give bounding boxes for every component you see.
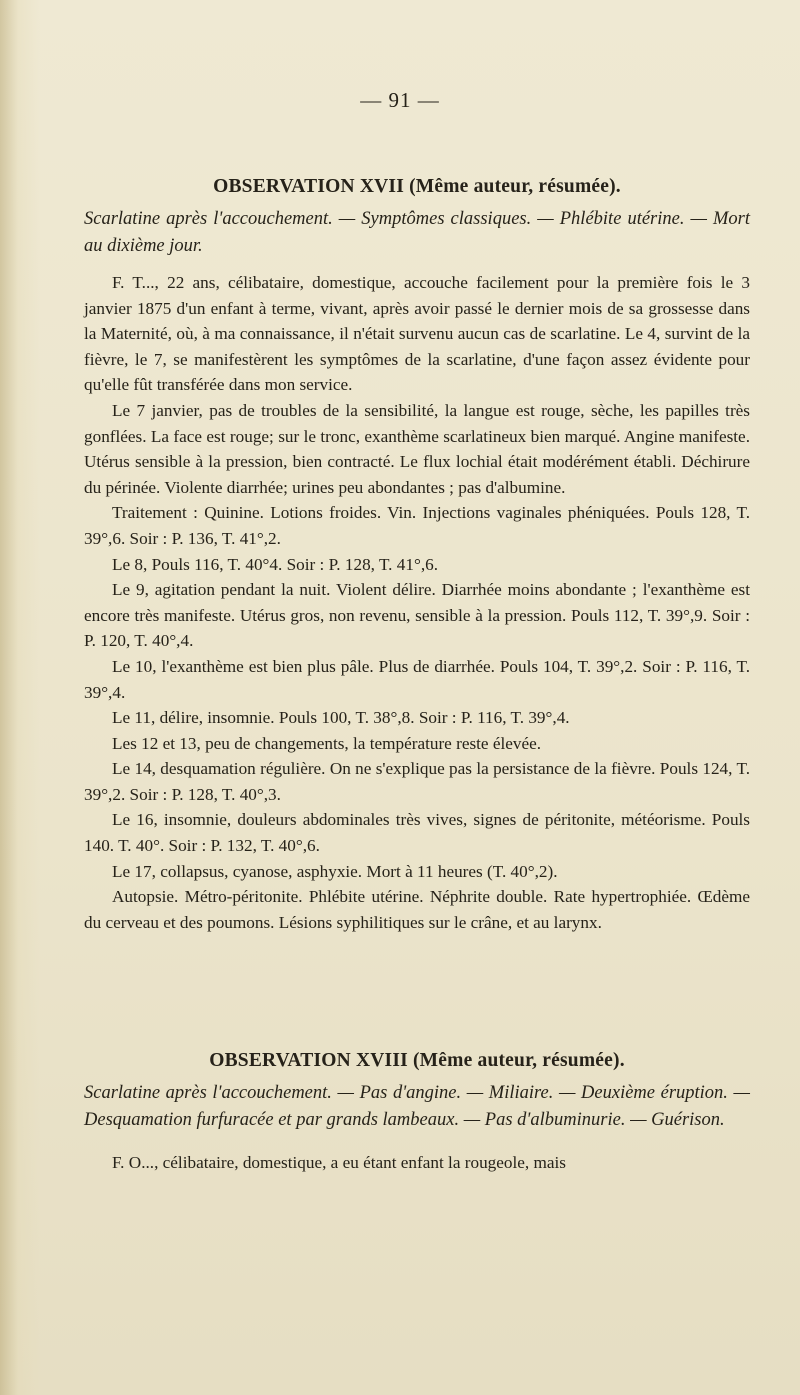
paragraph: Le 11, délire, insomnie. Pouls 100, T. 38°,8. Soir : P. 116, T. 39°,4. <box>112 708 570 728</box>
paragraph: Le 7 janvier, pas de troubles de la sensibilité, la langue est rouge, sèche, les papilles très gonflées. La face est rouge; sur le tronc, exanthème scarlatineux bien marqué. Angine manifeste. Utérus sensible à la pression, bien contracté. Le flux lochial était modérément établi. Déchirure du périnée. Violente diarrhée; urines peu abondantes ; pas d'albumine. <box>84 400 750 497</box>
observation-17-summary: Scarlatine après l'accouchement. — Symptômes classiques. — Phlébite utérine. — Mort au dixième jour. <box>84 209 750 256</box>
paragraph: Le 17, collapsus, cyanose, asphyxie. Mort à 11 heures (T. 40°,2). <box>112 861 558 881</box>
observation-17-body <box>84 270 750 935</box>
paragraph: Les 12 et 13, peu de changements, la température reste élevée. <box>112 733 542 753</box>
observation-18 <box>84 1050 750 1176</box>
paragraph: Autopsie. Métro-péritonite. Phlébite utérine. Néphrite double. Rate hypertrophiée. Œdème du cerveau et des poumons. Lésions syphilitiques sur le crâne, et au larynx. <box>84 887 750 932</box>
paragraph: F. O..., célibataire, domestique, a eu étant enfant la rougeole, mais <box>112 1153 566 1172</box>
page-number: — 91 — <box>360 88 440 112</box>
paragraph: Le 10, l'exanthème est bien plus pâle. Plus de diarrhée. Pouls 104, T. 39°,2. Soir : P. 116, T. 39°,4. <box>84 656 750 702</box>
paragraph: F. T..., 22 ans, célibataire, domestique, accouche facilement pour la première fois le 3 janvier 1875 d'un enfant à terme, vivant, après avoir passé le dernier mois de sa grossesse dans la Maternité, où, à ma connaissance, il n'était survenu aucun cas de scarlatine. Le 4, survint de la fièvre, le 7, se manifestèrent les symptômes de la scarlatine, d'une façon assez évidente pour qu'elle fût transférée dans mon service. <box>84 273 750 395</box>
observation-18-summary: Scarlatine après l'accouchement. — Pas d'angine. — Miliaire. — Deuxième éruption. — Desquamation furfuracée et par grands lambeaux. — Pas d'albuminurie. — Guérison. <box>84 1083 750 1130</box>
paragraph: Traitement : Quinine. Lotions froides. Vin. Injections vaginales phéniquées. Pouls 128, T. 39°,6. Soir : P. 136, T. 41°,2. <box>84 503 750 548</box>
paragraph: Le 14, desquamation régulière. On ne s'explique pas la persistance de la fièvre. Pouls 124, T. 39°,2. Soir : P. 128, T. 40°,3. <box>84 759 750 804</box>
paragraph: Le 16, insomnie, douleurs abdominales très vives, signes de péritonite, météorisme. Pouls 140. T. 40°. Soir : P. 132, T. 40°,6. <box>84 810 750 856</box>
observation-18-title: OBSERVATION XVIII (Même auteur, résumée). <box>209 1050 625 1071</box>
paragraph: Le 9, agitation pendant la nuit. Violent délire. Diarrhée moins abondante ; l'exanthème est encore très manifeste. Utérus gros, non revenu, sensible à la pression. Pouls 112, T. 39°,9. Soir : P. 120, T. 40°,4. <box>84 580 750 651</box>
paragraph: Le 8, Pouls 116, T. 40°4. Soir : P. 128, T. 41°,6. <box>112 554 439 574</box>
observation-17-title: OBSERVATION XVII (Même auteur, résumée). <box>213 176 621 197</box>
observation-17 <box>84 176 750 935</box>
observation-18-body <box>84 1150 750 1176</box>
